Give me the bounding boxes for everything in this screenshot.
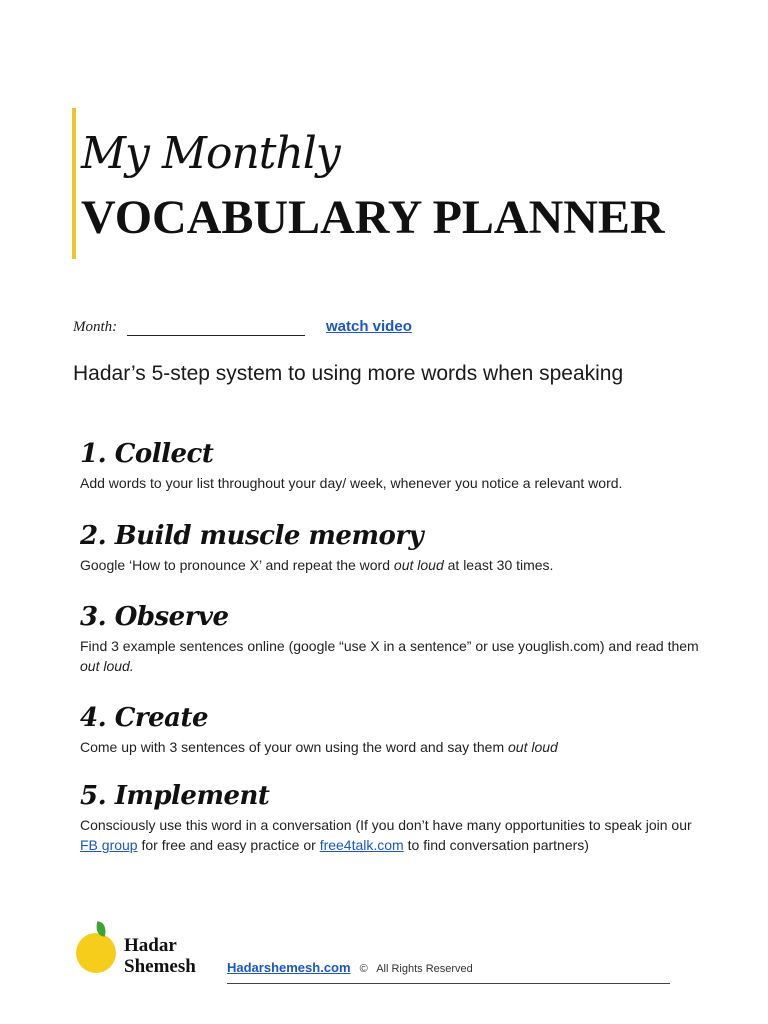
- watch-video-link[interactable]: watch video: [326, 318, 412, 335]
- step-text-emphasis: out loud: [508, 739, 558, 755]
- step-heading: 2. Build muscle memory: [80, 521, 424, 551]
- website-link[interactable]: Hadarshemesh.com: [227, 960, 351, 975]
- step-text: Add words to your list throughout your day/ week, whenever you notice a relevant word.: [80, 475, 623, 491]
- step-heading: 1. Collect: [80, 439, 214, 469]
- step-heading: 4. Create: [80, 703, 209, 733]
- step-build-muscle-memory: [80, 520, 700, 575]
- free4talk-link[interactable]: free4talk.com: [319, 837, 404, 853]
- step-implement: [80, 780, 700, 855]
- step-text-part: at least 30 times.: [443, 557, 554, 573]
- step-text: [80, 555, 700, 575]
- step-text-part: Consciously use this word in a conversation (If you don’t have many opportunities to speak join our: [80, 817, 692, 833]
- step-text-part: Google ‘How to pronounce X’ and repeat the word: [80, 557, 394, 573]
- step-heading: 3. Observe: [80, 602, 229, 632]
- logo-text: [124, 935, 196, 977]
- step-text-part: Find 3 example sentences online (google “use X in a sentence” or use youglish.com) and read them: [80, 638, 699, 654]
- step-text-emphasis: out loud: [393, 557, 444, 573]
- month-row: [73, 317, 693, 339]
- title-block: [72, 108, 665, 259]
- footer-divider: [227, 983, 670, 984]
- step-text: [80, 737, 700, 757]
- step-text-part: for free and easy practice or: [137, 837, 320, 853]
- step-text-emphasis: out loud.: [80, 658, 134, 674]
- step-heading: 5. Implement: [80, 781, 270, 811]
- month-label: Month:: [73, 319, 118, 335]
- title-vocabulary-planner: VOCABULARY PLANNER: [81, 191, 665, 244]
- month-blank-line[interactable]: [127, 335, 305, 336]
- step-observe: [80, 601, 700, 676]
- footer-row: [227, 960, 473, 975]
- hadar-shemesh-logo: [76, 921, 216, 981]
- step-text: [80, 636, 700, 676]
- step-text-part: Come up with 3 sentences of your own using the word and say them: [80, 739, 509, 755]
- system-subtitle: Hadar’s 5-step system to using more words when speaking: [73, 362, 624, 385]
- step-create: [80, 702, 700, 757]
- fb-group-link[interactable]: FB group: [80, 837, 138, 853]
- step-text-part: to find conversation partners): [403, 837, 589, 853]
- step-text: [80, 815, 700, 855]
- sun-logo-icon: [76, 933, 116, 973]
- step-collect: [80, 438, 700, 493]
- logo-line-2: Shemesh: [124, 956, 196, 977]
- rights-text: All Rights Reserved: [376, 963, 473, 975]
- copyright-icon: ©: [359, 963, 368, 975]
- logo-line-1: Hadar: [124, 935, 177, 956]
- title-my-monthly: My Monthly: [81, 128, 340, 179]
